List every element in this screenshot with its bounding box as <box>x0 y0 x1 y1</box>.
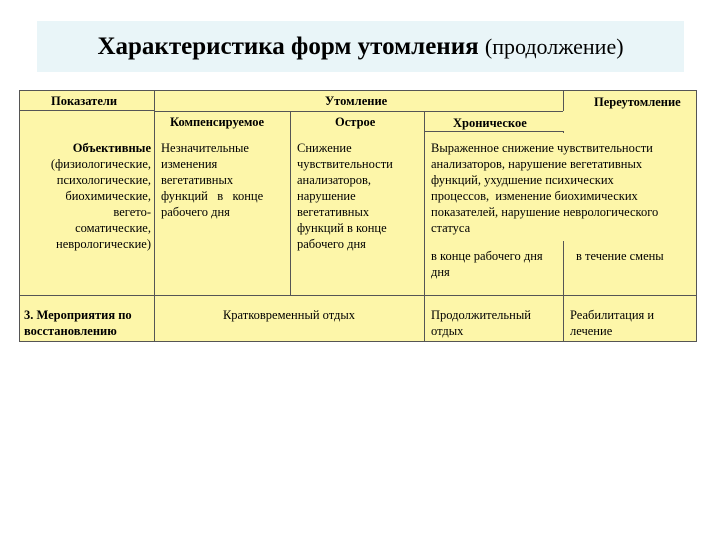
text-line: рабочего дня <box>161 205 230 219</box>
rehabilitation <box>570 307 694 339</box>
objective-label <box>22 140 151 252</box>
text-line: анализаторов, <box>297 173 372 187</box>
chronic-description <box>431 140 696 236</box>
header-compensated: Компенсируемое <box>170 115 265 129</box>
slide-title <box>97 33 623 61</box>
title-banner <box>37 21 684 72</box>
divider <box>20 110 154 111</box>
text-line: вегетативных <box>297 205 370 219</box>
text-line: статуса <box>431 221 471 235</box>
text-line: процессов, изменение биохимических <box>431 189 638 203</box>
text-line: Реабилитация и <box>570 308 655 322</box>
objective-label-line: неврологические) <box>56 237 151 251</box>
text-line: изменения <box>161 157 218 171</box>
text-line: вегетативных <box>161 173 234 187</box>
objective-label-title: Объективные <box>72 141 151 155</box>
divider <box>563 131 564 133</box>
text-line: Снижение <box>297 141 352 155</box>
title-main: Характеристика форм утомления <box>97 32 479 60</box>
text-line: функций в конце <box>161 189 264 203</box>
divider <box>20 295 696 296</box>
text-line: функций, ухудшение психических <box>431 173 614 187</box>
objective-label-line: вегето- <box>113 205 151 219</box>
header-fatigue: Утомление <box>325 94 388 108</box>
text-line: Незначительные <box>161 141 249 155</box>
header-indicators: Показатели <box>51 94 118 108</box>
chronic-during-shift: в течение смены <box>576 249 664 263</box>
divider <box>424 131 563 132</box>
divider <box>424 111 425 341</box>
fatigue-table <box>19 90 697 342</box>
text-line: в конце рабочего дня <box>431 249 543 263</box>
long-rest <box>431 307 561 339</box>
text-line: рабочего дня <box>297 237 366 251</box>
objective-label-line: соматические, <box>75 221 151 235</box>
divider <box>563 91 564 111</box>
text-line: 3. Мероприятия по <box>24 308 132 322</box>
text-line: нарушение <box>297 189 356 203</box>
text-line: функций в конце <box>297 221 387 235</box>
short-rest: Кратковременный отдых <box>222 308 356 322</box>
divider <box>563 241 564 341</box>
objective-label-line: психологические, <box>56 173 151 187</box>
acute-description <box>297 140 421 252</box>
objective-label-line: (физиологические, <box>50 157 151 171</box>
text-line: дня <box>431 265 450 279</box>
text-line: чувствительности <box>297 157 393 171</box>
title-sub: (продолжение) <box>484 33 624 59</box>
divider <box>154 91 155 341</box>
chronic-end-of-day <box>431 248 563 280</box>
text-line: анализаторов, нарушение вегетативных <box>431 157 643 171</box>
text-line: Продолжительный <box>431 308 531 322</box>
compensated-description <box>161 140 285 220</box>
text-line: показателей, нарушение неврологического <box>431 205 659 219</box>
text-line: восстановлению <box>24 324 117 338</box>
objective-label-line: биохимические, <box>65 189 151 203</box>
header-overfatigue: Переутомление <box>594 95 681 109</box>
divider <box>290 111 291 295</box>
divider <box>154 111 563 112</box>
header-chronic: Хроническое <box>453 116 527 130</box>
text-line: отдых <box>431 324 464 338</box>
text-line: Выраженное снижение чувствительности <box>431 141 653 155</box>
header-acute: Острое <box>335 115 376 129</box>
text-line: лечение <box>570 324 613 338</box>
recovery-label <box>24 307 152 339</box>
